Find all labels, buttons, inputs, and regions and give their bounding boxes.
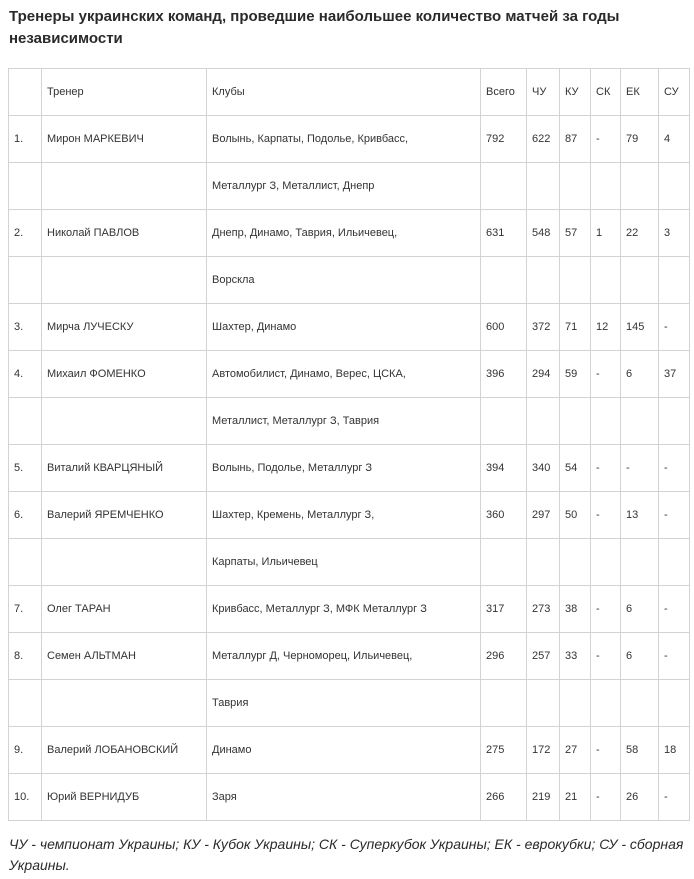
cell-ku: 38 <box>560 586 591 633</box>
cell-ku <box>560 398 591 445</box>
cell-coach <box>42 539 207 586</box>
table-row <box>9 774 690 821</box>
cell-coach: Мирча ЛУЧЕСКУ <box>42 304 207 351</box>
cell-chu: 372 <box>527 304 560 351</box>
cell-clubs: Волынь, Подолье, Металлург З <box>207 445 481 492</box>
table-row <box>9 727 690 774</box>
cell-chu: 294 <box>527 351 560 398</box>
cell-coach: Михаил ФОМЕНКО <box>42 351 207 398</box>
cell-number <box>9 163 42 210</box>
cell-su: - <box>659 445 690 492</box>
cell-sk <box>591 257 621 304</box>
table-row <box>9 492 690 539</box>
cell-number <box>9 680 42 727</box>
cell-coach: Мирон МАРКЕВИЧ <box>42 116 207 163</box>
cell-ku: 87 <box>560 116 591 163</box>
cell-chu: 340 <box>527 445 560 492</box>
cell-ku: 54 <box>560 445 591 492</box>
cell-su: 4 <box>659 116 690 163</box>
cell-chu <box>527 398 560 445</box>
cell-sk: 12 <box>591 304 621 351</box>
cell-ku: 50 <box>560 492 591 539</box>
cell-su: 37 <box>659 351 690 398</box>
cell-total <box>481 398 527 445</box>
table-row <box>9 680 690 727</box>
cell-chu <box>527 163 560 210</box>
cell-sk: - <box>591 727 621 774</box>
cell-sk <box>591 680 621 727</box>
cell-ku: 71 <box>560 304 591 351</box>
cell-ek: 58 <box>621 727 659 774</box>
cell-total: 275 <box>481 727 527 774</box>
cell-number: 9. <box>9 727 42 774</box>
cell-sk <box>591 539 621 586</box>
cell-sk <box>591 398 621 445</box>
cell-chu: 273 <box>527 586 560 633</box>
cell-chu <box>527 680 560 727</box>
cell-number <box>9 539 42 586</box>
cell-total <box>481 539 527 586</box>
cell-number: 1. <box>9 116 42 163</box>
cell-ku: 33 <box>560 633 591 680</box>
cell-su <box>659 257 690 304</box>
cell-ek <box>621 398 659 445</box>
cell-ek <box>621 257 659 304</box>
cell-total: 396 <box>481 351 527 398</box>
cell-su: - <box>659 492 690 539</box>
cell-ku: 21 <box>560 774 591 821</box>
cell-coach: Николай ПАВЛОВ <box>42 210 207 257</box>
table-row <box>9 398 690 445</box>
cell-coach: Валерий ЯРЕМЧЕНКО <box>42 492 207 539</box>
table-row <box>9 116 690 163</box>
cell-ek: 79 <box>621 116 659 163</box>
table-header-row <box>9 69 690 116</box>
cell-ek: 145 <box>621 304 659 351</box>
cell-coach: Валерий ЛОБАНОВСКИЙ <box>42 727 207 774</box>
cell-chu: 622 <box>527 116 560 163</box>
header-chu: ЧУ <box>527 69 560 116</box>
header-total: Всего <box>481 69 527 116</box>
cell-total: 360 <box>481 492 527 539</box>
cell-chu: 548 <box>527 210 560 257</box>
cell-clubs: Днепр, Динамо, Таврия, Ильичевец, <box>207 210 481 257</box>
cell-ek: - <box>621 445 659 492</box>
cell-clubs: Шахтер, Кремень, Металлург З, <box>207 492 481 539</box>
cell-su <box>659 539 690 586</box>
cell-clubs: Таврия <box>207 680 481 727</box>
cell-sk: - <box>591 116 621 163</box>
cell-number <box>9 398 42 445</box>
cell-clubs: Кривбасс, Металлург З, МФК Металлург З <box>207 586 481 633</box>
cell-total: 792 <box>481 116 527 163</box>
cell-total <box>481 257 527 304</box>
footnote: ЧУ - чемпионат Украины; КУ - Кубок Украины; СК - Суперкубок Украины; ЕК - еврокубки; СУ - сборная Украины. <box>9 836 684 873</box>
cell-ku <box>560 680 591 727</box>
cell-clubs: Ворскла <box>207 257 481 304</box>
table-row <box>9 163 690 210</box>
cell-coach: Виталий КВАРЦЯНЫЙ <box>42 445 207 492</box>
cell-ku <box>560 257 591 304</box>
cell-chu: 297 <box>527 492 560 539</box>
table-row <box>9 586 690 633</box>
header-su: СУ <box>659 69 690 116</box>
cell-coach: Юрий ВЕРНИДУБ <box>42 774 207 821</box>
cell-total: 631 <box>481 210 527 257</box>
cell-ek: 13 <box>621 492 659 539</box>
header-ek: ЕК <box>621 69 659 116</box>
cell-su <box>659 398 690 445</box>
page-title: Тренеры украинских команд, проведшие наибольшее количество матчей за годы независимости <box>9 8 620 47</box>
cell-coach <box>42 257 207 304</box>
cell-total: 296 <box>481 633 527 680</box>
cell-clubs: Заря <box>207 774 481 821</box>
cell-number: 7. <box>9 586 42 633</box>
cell-coach <box>42 163 207 210</box>
header-sk: СК <box>591 69 621 116</box>
cell-sk: - <box>591 445 621 492</box>
table-row <box>9 351 690 398</box>
cell-su <box>659 163 690 210</box>
cell-chu: 219 <box>527 774 560 821</box>
cell-sk: - <box>591 586 621 633</box>
cell-ek <box>621 680 659 727</box>
table-row <box>9 210 690 257</box>
cell-number: 4. <box>9 351 42 398</box>
table-row <box>9 633 690 680</box>
cell-number: 2. <box>9 210 42 257</box>
header-ku: КУ <box>560 69 591 116</box>
table-body <box>9 116 690 821</box>
cell-clubs: Волынь, Карпаты, Подолье, Кривбасс, <box>207 116 481 163</box>
cell-coach <box>42 680 207 727</box>
cell-number <box>9 257 42 304</box>
cell-ek <box>621 539 659 586</box>
cell-number: 5. <box>9 445 42 492</box>
cell-clubs: Металлург Д, Черноморец, Ильичевец, <box>207 633 481 680</box>
cell-sk: - <box>591 633 621 680</box>
cell-su: - <box>659 774 690 821</box>
cell-coach: Олег ТАРАН <box>42 586 207 633</box>
cell-sk: 1 <box>591 210 621 257</box>
cell-ek: 22 <box>621 210 659 257</box>
cell-clubs: Шахтер, Динамо <box>207 304 481 351</box>
cell-clubs: Автомобилист, Динамо, Верес, ЦСКА, <box>207 351 481 398</box>
header-clubs: Клубы <box>207 69 481 116</box>
cell-ku: 27 <box>560 727 591 774</box>
cell-chu <box>527 539 560 586</box>
cell-su <box>659 680 690 727</box>
cell-total: 266 <box>481 774 527 821</box>
cell-total <box>481 680 527 727</box>
cell-sk <box>591 163 621 210</box>
cell-number: 6. <box>9 492 42 539</box>
cell-ek: 26 <box>621 774 659 821</box>
cell-coach: Семен АЛЬТМАН <box>42 633 207 680</box>
table-row <box>9 539 690 586</box>
header-number <box>9 69 42 116</box>
cell-chu: 172 <box>527 727 560 774</box>
cell-su: 3 <box>659 210 690 257</box>
cell-chu <box>527 257 560 304</box>
cell-su: - <box>659 633 690 680</box>
table-row <box>9 304 690 351</box>
cell-number: 3. <box>9 304 42 351</box>
table-row <box>9 257 690 304</box>
cell-ek: 6 <box>621 633 659 680</box>
cell-ku: 57 <box>560 210 591 257</box>
cell-clubs: Динамо <box>207 727 481 774</box>
cell-total: 317 <box>481 586 527 633</box>
cell-ek: 6 <box>621 586 659 633</box>
cell-clubs: Карпаты, Ильичевец <box>207 539 481 586</box>
cell-total: 600 <box>481 304 527 351</box>
cell-total: 394 <box>481 445 527 492</box>
cell-sk: - <box>591 351 621 398</box>
cell-number: 10. <box>9 774 42 821</box>
coaches-table <box>8 68 690 821</box>
cell-ek <box>621 163 659 210</box>
cell-clubs: Металлист, Металлург З, Таврия <box>207 398 481 445</box>
cell-sk: - <box>591 492 621 539</box>
cell-su: - <box>659 586 690 633</box>
cell-coach <box>42 398 207 445</box>
cell-ek: 6 <box>621 351 659 398</box>
cell-ku <box>560 163 591 210</box>
cell-total <box>481 163 527 210</box>
cell-sk: - <box>591 774 621 821</box>
cell-ku <box>560 539 591 586</box>
cell-su: 18 <box>659 727 690 774</box>
cell-chu: 257 <box>527 633 560 680</box>
cell-clubs: Металлург З, Металлист, Днепр <box>207 163 481 210</box>
table-row <box>9 445 690 492</box>
cell-su: - <box>659 304 690 351</box>
cell-number: 8. <box>9 633 42 680</box>
header-coach: Тренер <box>42 69 207 116</box>
cell-ku: 59 <box>560 351 591 398</box>
